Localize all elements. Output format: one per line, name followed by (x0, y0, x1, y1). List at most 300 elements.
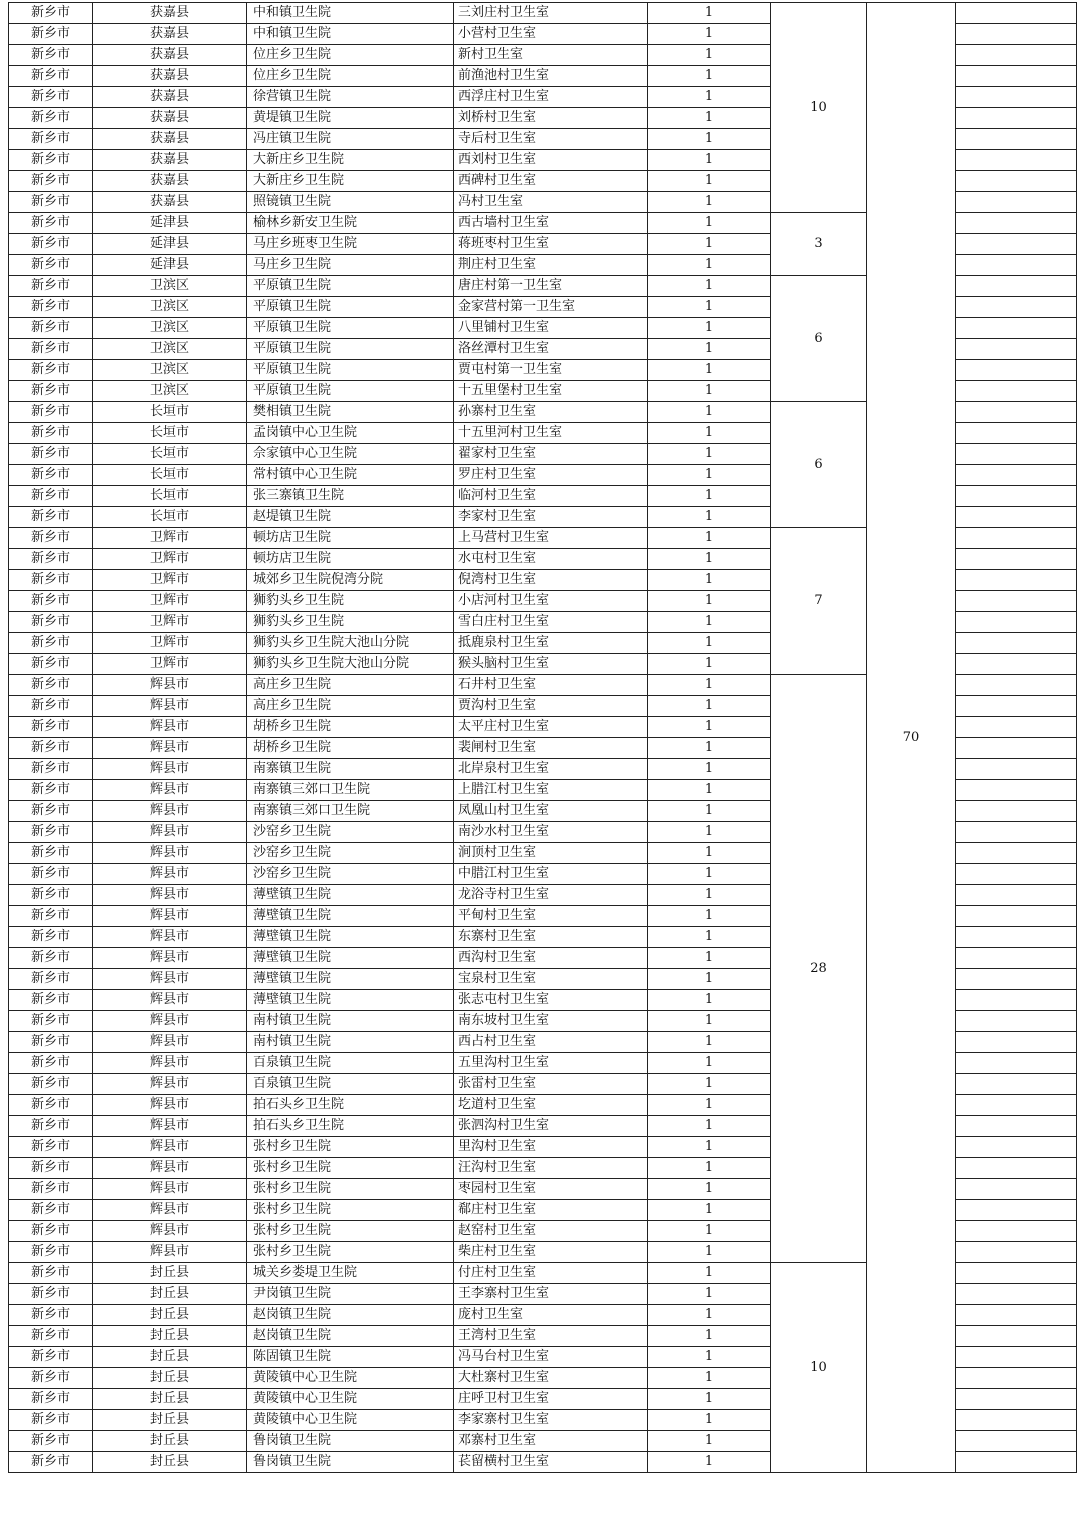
quota-cell: 1 (648, 1431, 771, 1452)
quota-cell: 1 (648, 213, 771, 234)
hospital-cell: 高庄乡卫生院 (247, 696, 454, 717)
city-cell: 新乡市 (9, 339, 93, 360)
blank-cell (956, 192, 1077, 213)
quota-cell: 1 (648, 570, 771, 591)
city-cell: 新乡市 (9, 276, 93, 297)
hospital-cell: 沙窑乡卫生院 (247, 822, 454, 843)
hospital-cell: 拍石头乡卫生院 (247, 1116, 454, 1137)
blank-cell (956, 255, 1077, 276)
county-cell: 卫滨区 (93, 381, 247, 402)
city-cell: 新乡市 (9, 1389, 93, 1410)
city-cell: 新乡市 (9, 318, 93, 339)
blank-cell (956, 1326, 1077, 1347)
city-cell: 新乡市 (9, 1431, 93, 1452)
hospital-cell: 张村乡卫生院 (247, 1158, 454, 1179)
blank-cell (956, 24, 1077, 45)
city-cell: 新乡市 (9, 906, 93, 927)
city-cell: 新乡市 (9, 1200, 93, 1221)
city-cell: 新乡市 (9, 45, 93, 66)
hospital-cell: 孟岗镇中心卫生院 (247, 423, 454, 444)
clinic-cell: 罗庄村卫生室 (454, 465, 648, 486)
hospital-cell: 陈固镇卫生院 (247, 1347, 454, 1368)
city-cell: 新乡市 (9, 1326, 93, 1347)
quota-cell: 1 (648, 423, 771, 444)
blank-cell (956, 465, 1077, 486)
quota-cell: 1 (648, 318, 771, 339)
blank-cell (956, 570, 1077, 591)
city-cell: 新乡市 (9, 213, 93, 234)
quota-cell: 1 (648, 381, 771, 402)
blank-cell (956, 1179, 1077, 1200)
clinic-cell: 里沟村卫生室 (454, 1137, 648, 1158)
city-cell: 新乡市 (9, 1242, 93, 1263)
quota-cell: 1 (648, 1074, 771, 1095)
clinic-cell: 张雷村卫生室 (454, 1074, 648, 1095)
blank-cell (956, 969, 1077, 990)
county-cell: 获嘉县 (93, 192, 247, 213)
hospital-cell: 平原镇卫生院 (247, 360, 454, 381)
clinic-cell: 贾沟村卫生室 (454, 696, 648, 717)
quota-cell: 1 (648, 906, 771, 927)
city-cell: 新乡市 (9, 1284, 93, 1305)
city-cell: 新乡市 (9, 3, 93, 24)
city-cell: 新乡市 (9, 1137, 93, 1158)
blank-cell (956, 843, 1077, 864)
city-cell: 新乡市 (9, 444, 93, 465)
blank-cell (956, 276, 1077, 297)
blank-cell (956, 87, 1077, 108)
city-cell: 新乡市 (9, 423, 93, 444)
clinic-cell: 刘桥村卫生室 (454, 108, 648, 129)
blank-cell (956, 171, 1077, 192)
quota-cell: 1 (648, 843, 771, 864)
city-cell: 新乡市 (9, 1074, 93, 1095)
allocation-table (8, 2, 1077, 1473)
county-cell: 延津县 (93, 255, 247, 276)
hospital-cell: 张村乡卫生院 (247, 1221, 454, 1242)
clinic-cell: 十五里堡村卫生室 (454, 381, 648, 402)
hospital-cell: 鲁岗镇卫生院 (247, 1431, 454, 1452)
county-cell: 辉县市 (93, 1074, 247, 1095)
quota-cell: 1 (648, 465, 771, 486)
county-cell: 辉县市 (93, 1032, 247, 1053)
clinic-cell: 庄呼卫村卫生室 (454, 1389, 648, 1410)
quota-cell: 1 (648, 1389, 771, 1410)
clinic-cell: 水屯村卫生室 (454, 549, 648, 570)
blank-cell (956, 1305, 1077, 1326)
blank-cell (956, 213, 1077, 234)
hospital-cell: 榆林乡新安卫生院 (247, 213, 454, 234)
hospital-cell: 张村乡卫生院 (247, 1200, 454, 1221)
hospital-cell: 徐营镇卫生院 (247, 87, 454, 108)
county-cell: 辉县市 (93, 969, 247, 990)
city-cell: 新乡市 (9, 1410, 93, 1431)
city-cell: 新乡市 (9, 381, 93, 402)
quota-cell: 1 (648, 759, 771, 780)
quota-cell: 1 (648, 339, 771, 360)
city-cell: 新乡市 (9, 738, 93, 759)
hospital-cell: 赵岗镇卫生院 (247, 1305, 454, 1326)
quota-cell: 1 (648, 948, 771, 969)
county-cell: 获嘉县 (93, 171, 247, 192)
clinic-cell: 翟家村卫生室 (454, 444, 648, 465)
clinic-cell: 中腊江村卫生室 (454, 864, 648, 885)
quota-cell: 1 (648, 507, 771, 528)
quota-cell: 1 (648, 1410, 771, 1431)
blank-cell (956, 1347, 1077, 1368)
county-cell: 获嘉县 (93, 66, 247, 87)
clinic-cell: 西刘村卫生室 (454, 150, 648, 171)
hospital-cell: 张村乡卫生院 (247, 1137, 454, 1158)
city-cell: 新乡市 (9, 1179, 93, 1200)
blank-cell (956, 486, 1077, 507)
hospital-cell: 张村乡卫生院 (247, 1179, 454, 1200)
quota-cell: 1 (648, 150, 771, 171)
county-subtotal-cell: 7 (771, 528, 867, 675)
clinic-cell: 东寨村卫生室 (454, 927, 648, 948)
clinic-cell: 凤凰山村卫生室 (454, 801, 648, 822)
county-cell: 辉县市 (93, 948, 247, 969)
city-cell: 新乡市 (9, 528, 93, 549)
city-cell: 新乡市 (9, 24, 93, 45)
county-cell: 封丘县 (93, 1410, 247, 1431)
county-cell: 获嘉县 (93, 150, 247, 171)
clinic-cell: 西古墙村卫生室 (454, 213, 648, 234)
clinic-cell: 平甸村卫生室 (454, 906, 648, 927)
blank-cell (956, 339, 1077, 360)
blank-cell (956, 1452, 1077, 1473)
blank-cell (956, 675, 1077, 696)
county-cell: 辉县市 (93, 822, 247, 843)
city-cell: 新乡市 (9, 465, 93, 486)
hospital-cell: 高庄乡卫生院 (247, 675, 454, 696)
clinic-cell: 邓寨村卫生室 (454, 1431, 648, 1452)
quota-cell: 1 (648, 87, 771, 108)
county-cell: 封丘县 (93, 1263, 247, 1284)
clinic-cell: 西占村卫生室 (454, 1032, 648, 1053)
clinic-cell: 西沟村卫生室 (454, 948, 648, 969)
hospital-cell: 中和镇卫生院 (247, 24, 454, 45)
quota-cell: 1 (648, 717, 771, 738)
quota-cell: 1 (648, 1242, 771, 1263)
county-cell: 辉县市 (93, 801, 247, 822)
quota-cell: 1 (648, 444, 771, 465)
city-cell: 新乡市 (9, 927, 93, 948)
blank-cell (956, 759, 1077, 780)
clinic-cell: 李家村卫生室 (454, 507, 648, 528)
blank-cell (956, 381, 1077, 402)
county-cell: 获嘉县 (93, 87, 247, 108)
clinic-cell: 枣园村卫生室 (454, 1179, 648, 1200)
quota-cell: 1 (648, 1368, 771, 1389)
county-subtotal-cell: 6 (771, 402, 867, 528)
quota-cell: 1 (648, 24, 771, 45)
clinic-cell: 十五里河村卫生室 (454, 423, 648, 444)
hospital-cell: 南寨镇三郊口卫生院 (247, 801, 454, 822)
quota-cell: 1 (648, 276, 771, 297)
county-cell: 辉县市 (93, 1137, 247, 1158)
hospital-cell: 大新庄乡卫生院 (247, 150, 454, 171)
blank-cell (956, 549, 1077, 570)
city-cell: 新乡市 (9, 507, 93, 528)
blank-cell (956, 108, 1077, 129)
county-cell: 辉县市 (93, 1200, 247, 1221)
hospital-cell: 黄陵镇中心卫生院 (247, 1389, 454, 1410)
county-cell: 辉县市 (93, 738, 247, 759)
county-cell: 辉县市 (93, 885, 247, 906)
city-cell: 新乡市 (9, 843, 93, 864)
hospital-cell: 平原镇卫生院 (247, 381, 454, 402)
hospital-cell: 黄堤镇卫生院 (247, 108, 454, 129)
hospital-cell: 马庄乡班枣卫生院 (247, 234, 454, 255)
blank-cell (956, 3, 1077, 24)
blank-cell (956, 1095, 1077, 1116)
county-cell: 长垣市 (93, 465, 247, 486)
quota-cell: 1 (648, 1452, 771, 1473)
hospital-cell: 赵堤镇卫生院 (247, 507, 454, 528)
hospital-cell: 城关乡娄堤卫生院 (247, 1263, 454, 1284)
city-cell: 新乡市 (9, 990, 93, 1011)
blank-cell (956, 528, 1077, 549)
quota-cell: 1 (648, 1053, 771, 1074)
hospital-cell: 尹岗镇卫生院 (247, 1284, 454, 1305)
blank-cell (956, 318, 1077, 339)
clinic-cell: 新村卫生室 (454, 45, 648, 66)
clinic-cell: 八里铺村卫生室 (454, 318, 648, 339)
quota-cell: 1 (648, 1137, 771, 1158)
quota-cell: 1 (648, 234, 771, 255)
hospital-cell: 张三寨镇卫生院 (247, 486, 454, 507)
clinic-cell: 柴庄村卫生室 (454, 1242, 648, 1263)
quota-cell: 1 (648, 990, 771, 1011)
quota-cell: 1 (648, 549, 771, 570)
blank-cell (956, 864, 1077, 885)
county-cell: 获嘉县 (93, 3, 247, 24)
hospital-cell: 胡桥乡卫生院 (247, 717, 454, 738)
blank-cell (956, 927, 1077, 948)
clinic-cell: 西碑村卫生室 (454, 171, 648, 192)
clinic-cell: 猴头脑村卫生室 (454, 654, 648, 675)
quota-cell: 1 (648, 927, 771, 948)
city-cell: 新乡市 (9, 780, 93, 801)
blank-cell (956, 1158, 1077, 1179)
county-cell: 辉县市 (93, 1053, 247, 1074)
table-body (9, 3, 1077, 1473)
clinic-cell: 宝泉村卫生室 (454, 969, 648, 990)
city-cell: 新乡市 (9, 654, 93, 675)
clinic-cell: 南沙水村卫生室 (454, 822, 648, 843)
clinic-cell: 上腊江村卫生室 (454, 780, 648, 801)
blank-cell (956, 591, 1077, 612)
quota-cell: 1 (648, 612, 771, 633)
blank-cell (956, 990, 1077, 1011)
county-cell: 长垣市 (93, 402, 247, 423)
blank-cell (956, 507, 1077, 528)
clinic-cell: 郗庄村卫生室 (454, 1200, 648, 1221)
clinic-cell: 王湾村卫生室 (454, 1326, 648, 1347)
city-cell: 新乡市 (9, 108, 93, 129)
county-cell: 卫辉市 (93, 528, 247, 549)
city-cell: 新乡市 (9, 1032, 93, 1053)
quota-cell: 1 (648, 801, 771, 822)
county-cell: 辉县市 (93, 759, 247, 780)
clinic-cell: 西浮庄村卫生室 (454, 87, 648, 108)
county-cell: 封丘县 (93, 1326, 247, 1347)
hospital-cell: 顿坊店卫生院 (247, 549, 454, 570)
city-cell: 新乡市 (9, 864, 93, 885)
clinic-cell: 庞村卫生室 (454, 1305, 648, 1326)
hospital-cell: 狮豹头乡卫生院大池山分院 (247, 654, 454, 675)
blank-cell (956, 423, 1077, 444)
hospital-cell: 薄壁镇卫生院 (247, 885, 454, 906)
city-cell: 新乡市 (9, 1305, 93, 1326)
clinic-cell: 寺后村卫生室 (454, 129, 648, 150)
blank-cell (956, 1200, 1077, 1221)
county-cell: 长垣市 (93, 486, 247, 507)
county-cell: 辉县市 (93, 1011, 247, 1032)
hospital-cell: 顿坊店卫生院 (247, 528, 454, 549)
clinic-cell: 苌留横村卫生室 (454, 1452, 648, 1473)
hospital-cell: 大新庄乡卫生院 (247, 171, 454, 192)
city-cell: 新乡市 (9, 969, 93, 990)
clinic-cell: 张志屯村卫生室 (454, 990, 648, 1011)
county-cell: 辉县市 (93, 1158, 247, 1179)
county-cell: 卫滨区 (93, 339, 247, 360)
county-cell: 获嘉县 (93, 45, 247, 66)
city-cell: 新乡市 (9, 234, 93, 255)
county-cell: 卫滨区 (93, 360, 247, 381)
quota-cell: 1 (648, 1305, 771, 1326)
hospital-cell: 薄壁镇卫生院 (247, 969, 454, 990)
county-cell: 封丘县 (93, 1284, 247, 1305)
hospital-cell: 狮豹头乡卫生院 (247, 612, 454, 633)
quota-cell: 1 (648, 255, 771, 276)
blank-cell (956, 633, 1077, 654)
county-cell: 卫辉市 (93, 591, 247, 612)
quota-cell: 1 (648, 297, 771, 318)
blank-cell (956, 738, 1077, 759)
hospital-cell: 南村镇卫生院 (247, 1011, 454, 1032)
clinic-cell: 荆庄村卫生室 (454, 255, 648, 276)
blank-cell (956, 360, 1077, 381)
hospital-cell: 百泉镇卫生院 (247, 1053, 454, 1074)
clinic-cell: 冯村卫生室 (454, 192, 648, 213)
county-cell: 封丘县 (93, 1368, 247, 1389)
blank-cell (956, 822, 1077, 843)
hospital-cell: 狮豹头乡卫生院大池山分院 (247, 633, 454, 654)
hospital-cell: 拍石头乡卫生院 (247, 1095, 454, 1116)
hospital-cell: 平原镇卫生院 (247, 339, 454, 360)
county-cell: 卫辉市 (93, 549, 247, 570)
clinic-cell: 圪道村卫生室 (454, 1095, 648, 1116)
quota-cell: 1 (648, 1032, 771, 1053)
clinic-cell: 南东坡村卫生室 (454, 1011, 648, 1032)
quota-cell: 1 (648, 108, 771, 129)
quota-cell: 1 (648, 402, 771, 423)
county-subtotal-cell: 3 (771, 213, 867, 276)
clinic-cell: 抵鹿泉村卫生室 (454, 633, 648, 654)
clinic-cell: 龙浴寺村卫生室 (454, 885, 648, 906)
quota-cell: 1 (648, 864, 771, 885)
quota-cell: 1 (648, 1347, 771, 1368)
hospital-cell: 沙窑乡卫生院 (247, 864, 454, 885)
quota-cell: 1 (648, 1116, 771, 1137)
quota-cell: 1 (648, 129, 771, 150)
quota-cell: 1 (648, 1221, 771, 1242)
county-cell: 辉县市 (93, 1242, 247, 1263)
clinic-cell: 小营村卫生室 (454, 24, 648, 45)
city-cell: 新乡市 (9, 297, 93, 318)
clinic-cell: 太平庄村卫生室 (454, 717, 648, 738)
blank-cell (956, 297, 1077, 318)
blank-cell (956, 45, 1077, 66)
clinic-cell: 五里沟村卫生室 (454, 1053, 648, 1074)
hospital-cell: 南寨镇卫生院 (247, 759, 454, 780)
city-cell: 新乡市 (9, 570, 93, 591)
county-cell: 辉县市 (93, 927, 247, 948)
county-subtotal-cell: 28 (771, 675, 867, 1263)
clinic-cell: 汪沟村卫生室 (454, 1158, 648, 1179)
city-cell: 新乡市 (9, 675, 93, 696)
blank-cell (956, 780, 1077, 801)
quota-cell: 1 (648, 486, 771, 507)
hospital-cell: 南村镇卫生院 (247, 1032, 454, 1053)
county-cell: 辉县市 (93, 864, 247, 885)
county-cell: 辉县市 (93, 675, 247, 696)
county-cell: 获嘉县 (93, 24, 247, 45)
hospital-cell: 薄壁镇卫生院 (247, 906, 454, 927)
city-cell: 新乡市 (9, 591, 93, 612)
clinic-cell: 蒋班枣村卫生室 (454, 234, 648, 255)
county-cell: 封丘县 (93, 1452, 247, 1473)
county-cell: 辉县市 (93, 1179, 247, 1200)
city-cell: 新乡市 (9, 66, 93, 87)
county-cell: 辉县市 (93, 1116, 247, 1137)
blank-cell (956, 1116, 1077, 1137)
county-cell: 封丘县 (93, 1431, 247, 1452)
hospital-cell: 佘家镇中心卫生院 (247, 444, 454, 465)
city-cell: 新乡市 (9, 717, 93, 738)
clinic-cell: 前渔池村卫生室 (454, 66, 648, 87)
hospital-cell: 张村乡卫生院 (247, 1242, 454, 1263)
quota-cell: 1 (648, 1263, 771, 1284)
county-cell: 辉县市 (93, 843, 247, 864)
city-cell: 新乡市 (9, 1263, 93, 1284)
blank-cell (956, 1032, 1077, 1053)
quota-cell: 1 (648, 1326, 771, 1347)
county-cell: 封丘县 (93, 1305, 247, 1326)
hospital-cell: 平原镇卫生院 (247, 318, 454, 339)
clinic-cell: 贾屯村第一卫生室 (454, 360, 648, 381)
hospital-cell: 照镜镇卫生院 (247, 192, 454, 213)
city-cell: 新乡市 (9, 1095, 93, 1116)
clinic-cell: 唐庄村第一卫生室 (454, 276, 648, 297)
city-cell: 新乡市 (9, 486, 93, 507)
quota-cell: 1 (648, 591, 771, 612)
city-total-cell: 70 (867, 3, 956, 1473)
clinic-cell: 金家营村第一卫生室 (454, 297, 648, 318)
clinic-cell: 小店河村卫生室 (454, 591, 648, 612)
blank-cell (956, 1053, 1077, 1074)
hospital-cell: 马庄乡卫生院 (247, 255, 454, 276)
county-cell: 辉县市 (93, 1095, 247, 1116)
hospital-cell: 鲁岗镇卫生院 (247, 1452, 454, 1473)
quota-cell: 1 (648, 360, 771, 381)
blank-cell (956, 885, 1077, 906)
city-cell: 新乡市 (9, 612, 93, 633)
blank-cell (956, 696, 1077, 717)
clinic-cell: 洛丝潭村卫生室 (454, 339, 648, 360)
